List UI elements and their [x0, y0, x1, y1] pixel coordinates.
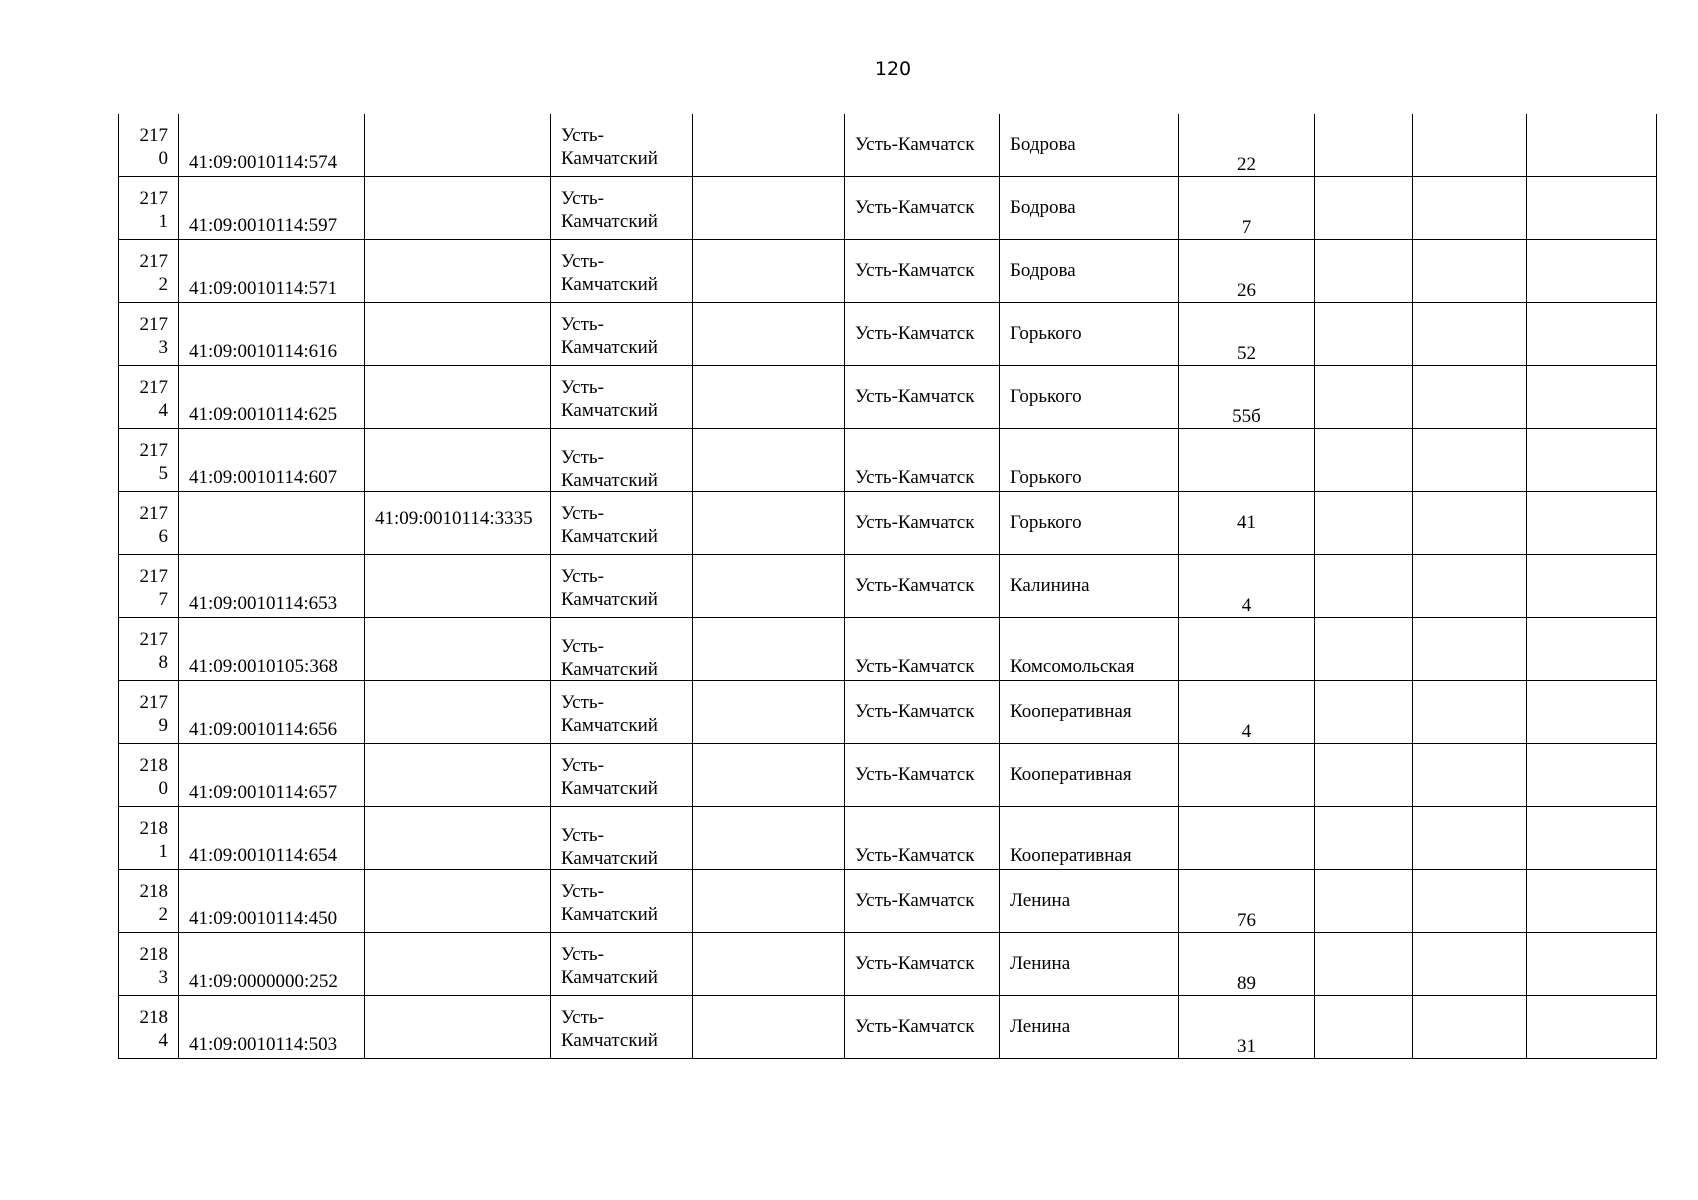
house-number: 26	[1237, 280, 1256, 301]
empty-cell	[1413, 870, 1527, 933]
cadastral-number: 41:09:0010105:368	[189, 656, 338, 677]
empty-cell	[1315, 933, 1413, 996]
row-number: 2181	[139, 818, 168, 862]
empty-cell	[1527, 177, 1657, 240]
house-cell	[1179, 366, 1315, 429]
settlement-cell	[845, 870, 1000, 933]
empty-cell	[1413, 114, 1527, 177]
page-number: 120	[874, 58, 912, 80]
district-cell	[551, 240, 693, 303]
empty-cell	[1527, 366, 1657, 429]
settlement-cell	[845, 303, 1000, 366]
house-cell	[1179, 618, 1315, 681]
house-cell	[1179, 933, 1315, 996]
empty-cell	[1527, 429, 1657, 492]
house-cell	[1179, 744, 1315, 807]
empty-cell	[1527, 870, 1657, 933]
cadastral-cell	[179, 366, 365, 429]
settlement-cell	[845, 618, 1000, 681]
cadastral-alt-cell	[365, 366, 551, 429]
settlement-name: Усть-Камчатск	[855, 512, 975, 533]
cadastral-number: 41:09:0010114:597	[189, 215, 338, 236]
cadastral-cell	[179, 114, 365, 177]
row-number-cell	[119, 177, 179, 240]
cadastral-number: 41:09:0010114:625	[189, 404, 338, 425]
settlement-cell	[845, 492, 1000, 555]
cadastral-cell	[179, 870, 365, 933]
empty-cell	[693, 492, 845, 555]
cadastral-cell	[179, 177, 365, 240]
table-row	[119, 177, 1657, 240]
street-name: Комсомольская	[1010, 656, 1135, 677]
row-number: 2183	[139, 944, 168, 988]
row-number-cell	[119, 555, 179, 618]
row-number-cell	[119, 933, 179, 996]
table-row	[119, 933, 1657, 996]
empty-cell	[1413, 240, 1527, 303]
empty-cell	[693, 870, 845, 933]
settlement-name: Усть-Камчатск	[855, 386, 975, 407]
district-name: Усть- Камчатский	[561, 447, 658, 491]
street-cell	[1000, 996, 1179, 1059]
table-body	[119, 114, 1657, 1059]
settlement-cell	[845, 366, 1000, 429]
empty-cell	[1315, 429, 1413, 492]
district-name: Усть- Камчатский	[561, 377, 658, 421]
cadastral-number: 41:09:0010114:571	[189, 278, 338, 299]
empty-cell	[1527, 240, 1657, 303]
house-cell	[1179, 555, 1315, 618]
house-number: 4	[1241, 595, 1252, 616]
cadastral-number: 41:09:0010114:607	[189, 467, 338, 488]
district-name: Усть- Камчатский	[561, 636, 658, 680]
empty-cell	[1527, 807, 1657, 870]
district-cell	[551, 366, 693, 429]
district-name: Усть- Камчатский	[561, 125, 658, 169]
house-cell	[1179, 303, 1315, 366]
house-number: 55б	[1232, 406, 1261, 427]
table-row	[119, 303, 1657, 366]
cadastral-alt-cell	[365, 744, 551, 807]
settlement-name: Усть-Камчатск	[855, 1016, 975, 1037]
row-number: 2171	[139, 188, 168, 232]
settlement-name: Усть-Камчатск	[855, 323, 975, 344]
street-cell	[1000, 933, 1179, 996]
street-cell	[1000, 870, 1179, 933]
table-row	[119, 996, 1657, 1059]
row-number: 2180	[139, 755, 168, 799]
row-number: 2178	[139, 629, 168, 673]
district-cell	[551, 555, 693, 618]
street-cell	[1000, 114, 1179, 177]
house-cell	[1179, 240, 1315, 303]
empty-cell	[1315, 303, 1413, 366]
cadastral-alt-cell	[365, 303, 551, 366]
empty-cell	[1527, 492, 1657, 555]
empty-cell	[1413, 366, 1527, 429]
empty-cell	[1527, 555, 1657, 618]
street-cell	[1000, 492, 1179, 555]
cadastral-alt-cell	[365, 555, 551, 618]
cadastral-alt-cell	[365, 870, 551, 933]
empty-cell	[693, 303, 845, 366]
district-cell	[551, 681, 693, 744]
house-cell	[1179, 681, 1315, 744]
street-cell	[1000, 681, 1179, 744]
district-name: Усть- Камчатский	[561, 881, 658, 925]
cadastral-alt-cell	[365, 240, 551, 303]
street-name: Кооперативная	[1010, 701, 1132, 722]
empty-cell	[1315, 996, 1413, 1059]
street-cell	[1000, 807, 1179, 870]
cadastral-number: 41:09:0010114:616	[189, 341, 338, 362]
empty-cell	[1413, 618, 1527, 681]
settlement-name: Усть-Камчатск	[855, 656, 975, 677]
street-name: Бодрова	[1010, 134, 1076, 155]
empty-cell	[693, 366, 845, 429]
empty-cell	[1315, 807, 1413, 870]
district-name: Усть- Камчатский	[561, 503, 658, 547]
row-number-cell	[119, 870, 179, 933]
row-number-cell	[119, 681, 179, 744]
settlement-name: Усть-Камчатск	[855, 890, 975, 911]
house-number: 89	[1237, 973, 1256, 994]
empty-cell	[693, 429, 845, 492]
empty-cell	[1527, 114, 1657, 177]
row-number-cell	[119, 996, 179, 1059]
row-number-cell	[119, 618, 179, 681]
street-cell	[1000, 303, 1179, 366]
settlement-cell	[845, 744, 1000, 807]
street-cell	[1000, 744, 1179, 807]
settlement-name: Усть-Камчатск	[855, 134, 975, 155]
house-cell	[1179, 996, 1315, 1059]
row-number-cell	[119, 240, 179, 303]
empty-cell	[693, 240, 845, 303]
settlement-name: Усть-Камчатск	[855, 260, 975, 281]
row-number-cell	[119, 744, 179, 807]
empty-cell	[693, 681, 845, 744]
cadastral-number: 41:09:0010114:450	[189, 908, 338, 929]
settlement-name: Усть-Камчатск	[855, 575, 975, 596]
empty-cell	[1315, 240, 1413, 303]
row-number: 2175	[139, 440, 168, 484]
empty-cell	[1413, 681, 1527, 744]
table-row	[119, 492, 1657, 555]
empty-cell	[1527, 618, 1657, 681]
settlement-name: Усть-Камчатск	[855, 467, 975, 488]
row-number: 2172	[139, 251, 168, 295]
settlement-cell	[845, 240, 1000, 303]
row-number: 2182	[139, 881, 168, 925]
cadastral-number: 41:09:0010114:653	[189, 593, 338, 614]
district-cell	[551, 303, 693, 366]
empty-cell	[1413, 303, 1527, 366]
empty-cell	[693, 744, 845, 807]
district-name: Усть- Камчатский	[561, 825, 658, 869]
registry-table	[118, 114, 1657, 1059]
house-cell	[1179, 492, 1315, 555]
district-cell	[551, 114, 693, 177]
cadastral-number: 41:09:0010114:657	[189, 782, 338, 803]
house-cell	[1179, 870, 1315, 933]
row-number-cell	[119, 492, 179, 555]
house-number: 41	[1237, 512, 1256, 533]
cadastral-alt-cell	[365, 177, 551, 240]
district-name: Усть- Камчатский	[561, 314, 658, 358]
district-cell	[551, 492, 693, 555]
settlement-cell	[845, 429, 1000, 492]
cadastral-cell	[179, 681, 365, 744]
cadastral-alt-cell	[365, 429, 551, 492]
street-name: Кооперативная	[1010, 845, 1132, 866]
cadastral-alt-cell	[365, 681, 551, 744]
settlement-cell	[845, 933, 1000, 996]
settlement-name: Усть-Камчатск	[855, 197, 975, 218]
settlement-name: Усть-Камчатск	[855, 845, 975, 866]
street-name: Кооперативная	[1010, 764, 1132, 785]
cadastral-cell	[179, 933, 365, 996]
row-number-cell	[119, 114, 179, 177]
district-name: Усть- Камчатский	[561, 692, 658, 736]
house-number: 7	[1241, 217, 1252, 238]
empty-cell	[1413, 429, 1527, 492]
settlement-cell	[845, 807, 1000, 870]
table-row	[119, 240, 1657, 303]
cadastral-cell	[179, 807, 365, 870]
row-number: 2170	[139, 125, 168, 169]
table-row	[119, 744, 1657, 807]
empty-cell	[1315, 492, 1413, 555]
table-row	[119, 807, 1657, 870]
row-number-cell	[119, 303, 179, 366]
row-number: 2173	[139, 314, 168, 358]
empty-cell	[1527, 933, 1657, 996]
empty-cell	[1413, 996, 1527, 1059]
empty-cell	[1413, 177, 1527, 240]
street-cell	[1000, 555, 1179, 618]
district-cell	[551, 996, 693, 1059]
empty-cell	[1315, 681, 1413, 744]
cadastral-cell	[179, 744, 365, 807]
empty-cell	[1413, 744, 1527, 807]
street-name: Бодрова	[1010, 260, 1076, 281]
empty-cell	[693, 996, 845, 1059]
street-name: Бодрова	[1010, 197, 1076, 218]
empty-cell	[1315, 744, 1413, 807]
cadastral-alt-cell	[365, 807, 551, 870]
street-name: Ленина	[1010, 1016, 1071, 1037]
house-cell	[1179, 807, 1315, 870]
table-row	[119, 555, 1657, 618]
empty-cell	[1315, 366, 1413, 429]
street-cell	[1000, 366, 1179, 429]
row-number: 2177	[139, 566, 168, 610]
district-name: Усть- Камчатский	[561, 755, 658, 799]
cadastral-cell	[179, 555, 365, 618]
settlement-name: Усть-Камчатск	[855, 953, 975, 974]
district-cell	[551, 933, 693, 996]
district-name: Усть- Камчатский	[561, 944, 658, 988]
settlement-cell	[845, 996, 1000, 1059]
table-row	[119, 870, 1657, 933]
street-name: Горького	[1010, 467, 1082, 488]
empty-cell	[1413, 555, 1527, 618]
cadastral-cell	[179, 996, 365, 1059]
house-cell	[1179, 114, 1315, 177]
house-cell	[1179, 177, 1315, 240]
street-cell	[1000, 177, 1179, 240]
cadastral-number: 41:09:0010114:654	[189, 845, 338, 866]
district-cell	[551, 177, 693, 240]
empty-cell	[693, 177, 845, 240]
street-name: Калинина	[1010, 575, 1090, 596]
empty-cell	[693, 114, 845, 177]
district-cell	[551, 618, 693, 681]
empty-cell	[1315, 555, 1413, 618]
table-row	[119, 681, 1657, 744]
street-name: Горького	[1010, 386, 1082, 407]
district-name: Усть- Камчатский	[561, 251, 658, 295]
settlement-name: Усть-Камчатск	[855, 701, 975, 722]
table-row	[119, 429, 1657, 492]
street-name: Горького	[1010, 512, 1082, 533]
cadastral-number: 41:09:0010114:574	[189, 152, 338, 173]
row-number-cell	[119, 807, 179, 870]
empty-cell	[1413, 807, 1527, 870]
empty-cell	[1413, 492, 1527, 555]
cadastral-alt-cell	[365, 618, 551, 681]
street-cell	[1000, 240, 1179, 303]
settlement-cell	[845, 681, 1000, 744]
cadastral-cell	[179, 618, 365, 681]
cadastral-alt-cell	[365, 933, 551, 996]
settlement-cell	[845, 114, 1000, 177]
street-name: Ленина	[1010, 953, 1071, 974]
cadastral-number-alt: 41:09:0010114:3335	[375, 508, 533, 529]
street-name: Ленина	[1010, 890, 1071, 911]
empty-cell	[1315, 870, 1413, 933]
district-cell	[551, 744, 693, 807]
row-number: 2179	[139, 692, 168, 736]
empty-cell	[1527, 681, 1657, 744]
cadastral-number: 41:09:0010114:656	[189, 719, 338, 740]
house-number: 31	[1237, 1036, 1256, 1057]
empty-cell	[693, 933, 845, 996]
settlement-cell	[845, 177, 1000, 240]
empty-cell	[1527, 996, 1657, 1059]
empty-cell	[1315, 114, 1413, 177]
cadastral-cell	[179, 492, 365, 555]
empty-cell	[1527, 303, 1657, 366]
house-number: 76	[1237, 910, 1256, 931]
table-row	[119, 366, 1657, 429]
street-cell	[1000, 429, 1179, 492]
row-number-cell	[119, 366, 179, 429]
cadastral-alt-cell	[365, 996, 551, 1059]
house-number: 22	[1237, 154, 1256, 175]
district-cell	[551, 807, 693, 870]
cadastral-alt-cell	[365, 114, 551, 177]
district-cell	[551, 870, 693, 933]
row-number: 2176	[139, 503, 168, 547]
empty-cell	[1315, 177, 1413, 240]
cadastral-number: 41:09:0010114:503	[189, 1034, 338, 1055]
district-cell	[551, 429, 693, 492]
street-name: Горького	[1010, 323, 1082, 344]
cadastral-cell	[179, 240, 365, 303]
settlement-cell	[845, 555, 1000, 618]
row-number: 2174	[139, 377, 168, 421]
empty-cell	[1413, 933, 1527, 996]
house-cell	[1179, 429, 1315, 492]
cadastral-alt-cell	[365, 492, 551, 555]
cadastral-cell	[179, 429, 365, 492]
empty-cell	[693, 555, 845, 618]
row-number-cell	[119, 429, 179, 492]
empty-cell	[1527, 744, 1657, 807]
street-cell	[1000, 618, 1179, 681]
empty-cell	[693, 618, 845, 681]
district-name: Усть- Камчатский	[561, 1007, 658, 1051]
empty-cell	[1315, 618, 1413, 681]
district-name: Усть- Камчатский	[561, 566, 658, 610]
house-number: 4	[1241, 721, 1252, 742]
cadastral-cell	[179, 303, 365, 366]
table-row	[119, 114, 1657, 177]
settlement-name: Усть-Камчатск	[855, 764, 975, 785]
house-number: 52	[1237, 343, 1256, 364]
table-row	[119, 618, 1657, 681]
cadastral-number: 41:09:0000000:252	[189, 971, 338, 992]
empty-cell	[693, 807, 845, 870]
row-number: 2184	[139, 1007, 168, 1051]
district-name: Усть- Камчатский	[561, 188, 658, 232]
